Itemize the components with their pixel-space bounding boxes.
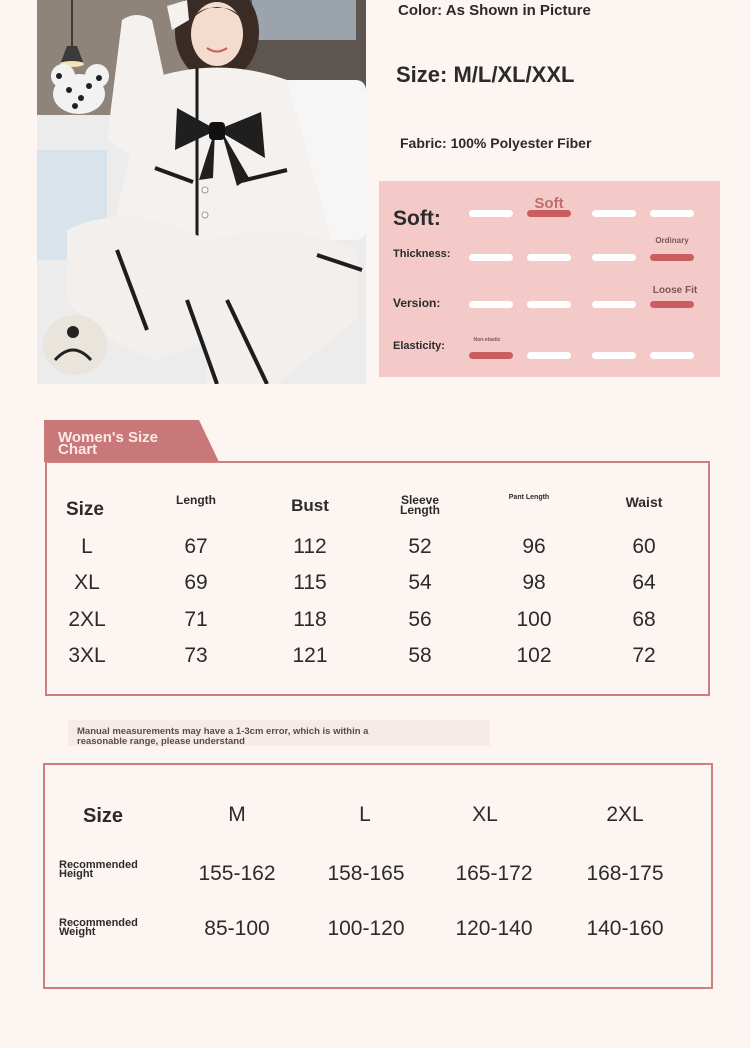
bust-cell: 121 <box>292 644 328 667</box>
length-cell: 69 <box>184 571 208 594</box>
bust-cell: 115 <box>293 571 327 594</box>
thickness-scale-pill-3 <box>592 254 636 261</box>
version-scale-pill-2 <box>527 301 571 308</box>
rec-weight-m: 85-100 <box>204 917 270 940</box>
header-pant-length: Pant Length <box>508 494 550 501</box>
rec-size-xl: XL <box>472 803 498 826</box>
header-size: Size <box>65 499 105 520</box>
version-scale-pill-3 <box>592 301 636 308</box>
soft-label: Soft: <box>393 207 441 230</box>
length-cell: 73 <box>184 644 208 667</box>
rec-height-label: Recommended Height <box>59 859 138 880</box>
length-cell: 71 <box>184 608 208 631</box>
thickness-label: Thickness: <box>393 248 451 260</box>
size-chart-title: Women's Size Chart <box>58 429 158 458</box>
pant-cell: 102 <box>516 644 552 667</box>
thickness-scale-pill-1 <box>469 254 513 261</box>
length-cell: 67 <box>184 535 208 558</box>
rec-height-l: 158-165 <box>327 862 405 885</box>
pant-cell: 98 <box>522 571 546 594</box>
size-cell: 2XL <box>68 608 106 631</box>
version-label: Version: <box>393 296 441 310</box>
size-cell: 3XL <box>68 644 106 667</box>
elasticity-scale-pill-4 <box>650 352 694 359</box>
elasticity-scale-pill-1 <box>469 352 513 359</box>
header-waist: Waist <box>625 494 663 510</box>
soft-tag: Soft <box>534 195 564 212</box>
pant-cell: 100 <box>516 608 552 631</box>
version-scale-pill-1 <box>469 301 513 308</box>
header-length: Length <box>176 493 216 507</box>
rec-weight-label: Recommended Weight <box>59 917 138 938</box>
rec-weight-2xl: 140-160 <box>586 917 664 940</box>
model-in-pajamas-illustration <box>37 0 366 384</box>
rec-size-2xl: 2XL <box>606 803 644 826</box>
elasticity-scale-pill-3 <box>592 352 636 359</box>
rec-height-m: 155-162 <box>198 862 276 885</box>
product-photo <box>37 0 366 384</box>
rec-size-m: M <box>228 803 246 826</box>
soft-scale-pill-3 <box>592 210 636 217</box>
bust-cell: 118 <box>293 608 327 631</box>
bust-cell: 112 <box>293 535 327 558</box>
rec-height-2xl: 168-175 <box>586 862 664 885</box>
elasticity-scale-pill-2 <box>527 352 571 359</box>
rec-height-xl: 165-172 <box>455 862 533 885</box>
fabric-label: Fabric: 100% Polyester Fiber <box>400 135 592 151</box>
size-cell: XL <box>74 571 100 594</box>
pant-cell: 96 <box>522 535 546 558</box>
rec-size-l: L <box>359 803 371 826</box>
attribute-panel <box>379 181 720 377</box>
soft-scale-pill-4 <box>650 210 694 217</box>
version-tag: Loose Fit <box>652 285 698 296</box>
measurement-note-text: Manual measurements may have a 1-3cm error, which is within a reasonable range, please understand <box>77 726 369 747</box>
elasticity-label: Elasticity: <box>393 340 445 352</box>
soft-scale-pill-1 <box>469 210 513 217</box>
sleeve-cell: 52 <box>408 535 432 558</box>
version-scale-pill-4 <box>650 301 694 308</box>
waist-cell: 68 <box>632 608 656 631</box>
waist-cell: 64 <box>632 571 656 594</box>
thickness-tag: Ordinary <box>655 236 689 245</box>
size-cell: L <box>81 535 93 558</box>
header-sleeve-length: Sleeve Length <box>400 493 440 517</box>
womens-size-chart <box>45 461 710 696</box>
sleeve-cell: 58 <box>408 644 432 667</box>
size-label: Size: M/L/XL/XXL <box>396 62 575 87</box>
measurement-note <box>68 720 490 746</box>
size-recommendation-table <box>43 763 713 989</box>
thickness-scale-pill-2 <box>527 254 571 261</box>
rec-weight-l: 100-120 <box>327 917 405 940</box>
rec-header-size: Size <box>82 805 124 827</box>
color-label: Color: As Shown in Picture <box>398 2 591 19</box>
rec-weight-xl: 120-140 <box>455 917 533 940</box>
thickness-scale-pill-4 <box>650 254 694 261</box>
waist-cell: 60 <box>632 535 656 558</box>
sleeve-cell: 54 <box>408 571 432 594</box>
waist-cell: 72 <box>632 644 656 667</box>
header-bust: Bust <box>291 496 329 515</box>
elasticity-tag: Non-elastic <box>473 337 501 343</box>
sleeve-cell: 56 <box>408 608 432 631</box>
